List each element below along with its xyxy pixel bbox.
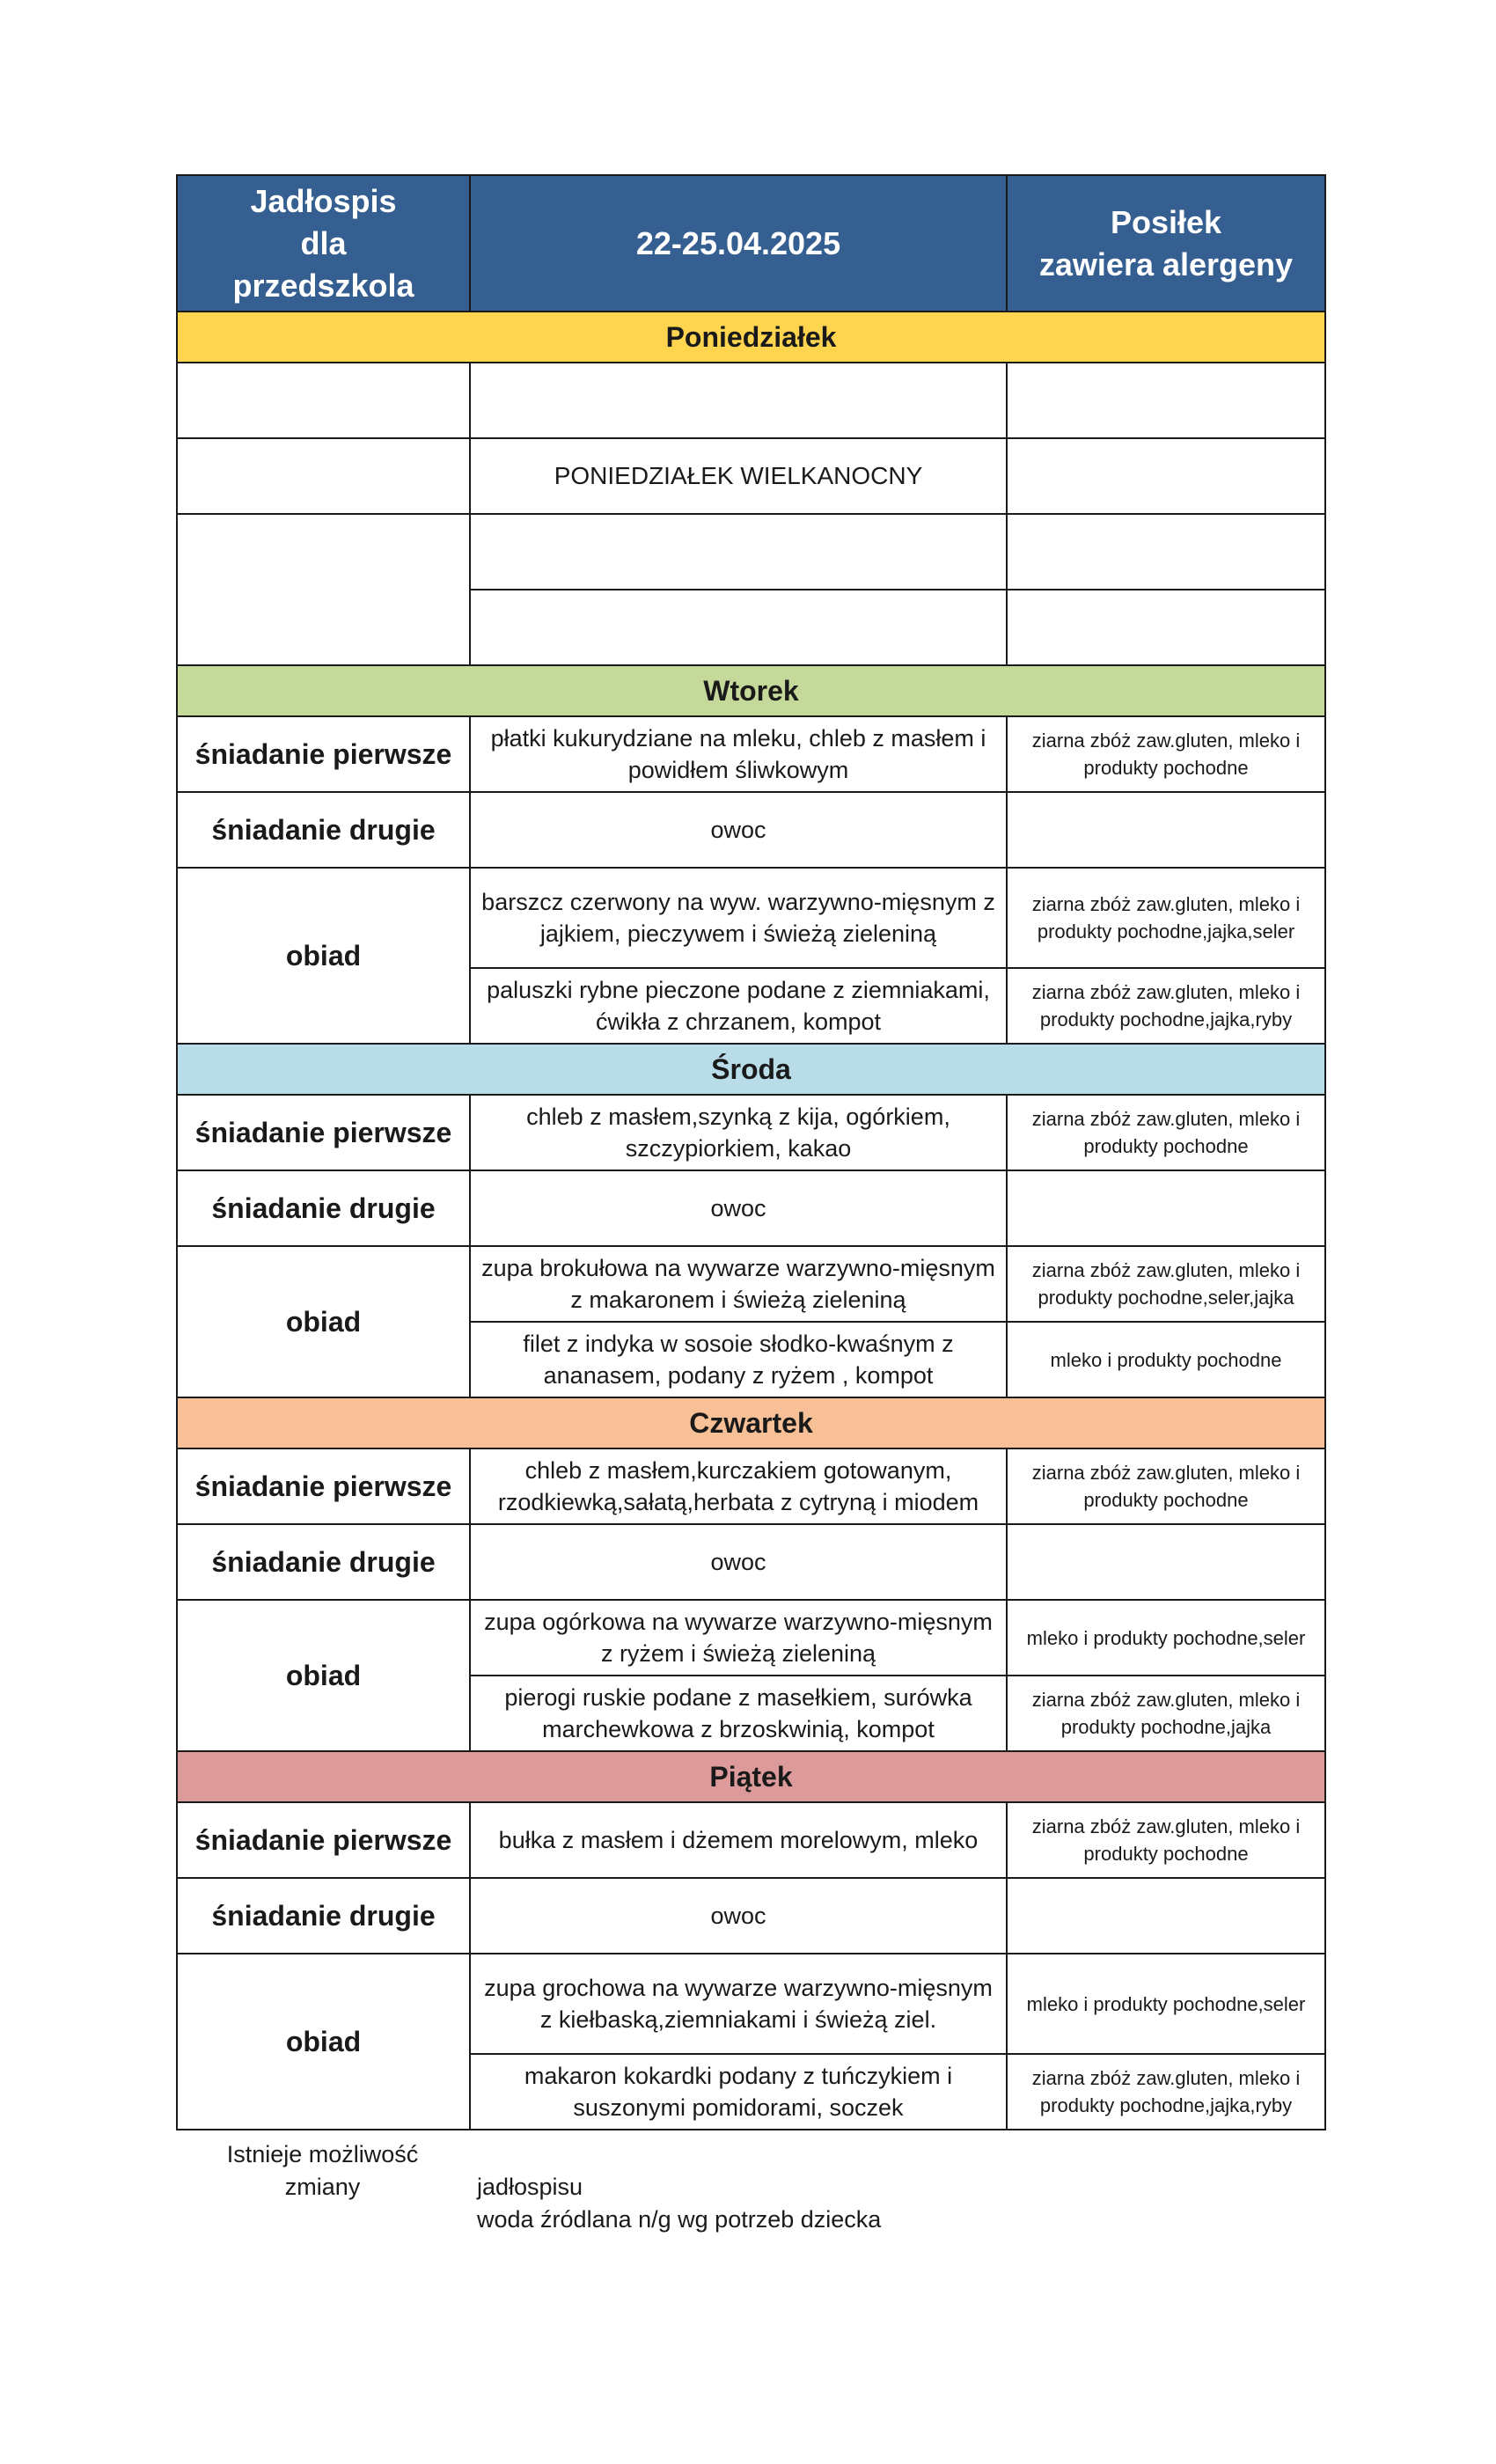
meal-label: śniadanie pierwsze <box>177 1095 470 1170</box>
menu-change-note-end: jadłospisu <box>477 2174 583 2200</box>
dish: filet z indyka w sosoie słodko-kwaśnym z ananasem, podany z ryżem , kompot <box>470 1322 1007 1397</box>
allergens: mleko i produkty pochodne,seler <box>1007 1600 1325 1676</box>
meal-label: obiad <box>177 1954 470 2130</box>
table-row <box>177 1954 1325 2054</box>
allergens-heading-cell <box>1007 175 1325 312</box>
allergens: ziarna zbóż zaw.gluten, mleko i produkty pochodne,seler,jajka <box>1007 1246 1325 1322</box>
day-name: Piątek <box>177 1751 1325 1802</box>
meal-label: obiad <box>177 1246 470 1397</box>
table-row <box>177 868 1325 968</box>
allergens: mleko i produkty pochodne,seler <box>1007 1954 1325 2054</box>
meal-label: śniadanie pierwsze <box>177 1802 470 1878</box>
dish: owoc <box>470 1524 1007 1600</box>
table-row <box>177 1246 1325 1322</box>
menu-change-note-line: Istnieje możliwość <box>226 2141 419 2167</box>
water-note: woda źródlana n/g wg potrzeb dziecka <box>477 2206 882 2233</box>
meal-label: śniadanie drugie <box>177 1878 470 1954</box>
menu-title-cell <box>177 175 470 312</box>
menu-table <box>176 174 1326 2130</box>
day-header-thursday <box>177 1397 1325 1448</box>
table-row <box>177 1448 1325 1524</box>
table-row <box>177 1600 1325 1676</box>
table-row <box>177 1878 1325 1954</box>
dish: owoc <box>470 1170 1007 1246</box>
day-name: Czwartek <box>177 1397 1325 1448</box>
day-header-friday <box>177 1751 1325 1802</box>
meal-label: śniadanie drugie <box>177 1524 470 1600</box>
allergens: ziarna zbóż zaw.gluten, mleko i produkty pochodne,jajka,seler <box>1007 868 1325 968</box>
menu-change-note <box>176 2138 469 2204</box>
dish: zupa ogórkowa na wywarze warzywno-mięsnym z ryżem i świeżą zieleniną <box>470 1600 1007 1676</box>
dish: paluszki rybne pieczone podane z ziemniakami, ćwikła z chrzanem, kompot <box>470 968 1007 1044</box>
allergens: mleko i produkty pochodne <box>1007 1322 1325 1397</box>
menu-title-line: Jadłospis <box>250 182 397 219</box>
table-row <box>177 438 1325 514</box>
table-row <box>177 716 1325 792</box>
allergens: ziarna zbóż zaw.gluten, mleko i produkty pochodne,jajka,ryby <box>1007 2054 1325 2130</box>
dish: bułka z masłem i dżemem morelowym, mleko <box>470 1802 1007 1878</box>
menu-title-line: przedszkola <box>232 267 414 304</box>
allergens <box>1007 1524 1325 1600</box>
table-row <box>177 1802 1325 1878</box>
allergens: ziarna zbóż zaw.gluten, mleko i produkty pochodne <box>1007 716 1325 792</box>
holiday-note: PONIEDZIAŁEK WIELKANOCNY <box>470 438 1007 514</box>
allergens: ziarna zbóż zaw.gluten, mleko i produkty pochodne <box>1007 1448 1325 1524</box>
meal-label: obiad <box>177 1600 470 1751</box>
allergens: ziarna zbóż zaw.gluten, mleko i produkty pochodne,jajka,ryby <box>1007 968 1325 1044</box>
dish: płatki kukurydziane na mleku, chleb z masłem i powidłem śliwkowym <box>470 716 1007 792</box>
allergens-heading-line: zawiera alergeny <box>1038 246 1294 282</box>
dish: owoc <box>470 1878 1007 1954</box>
dish: zupa brokułowa na wywarze warzywno-mięsnym z makaronem i świeżą zieleniną <box>470 1246 1007 1322</box>
allergens: ziarna zbóż zaw.gluten, mleko i produkty pochodne,jajka <box>1007 1676 1325 1751</box>
day-header-tuesday <box>177 665 1325 716</box>
meal-label: śniadanie drugie <box>177 792 470 868</box>
dish: makaron kokardki podany z tuńczykiem i suszonymi pomidorami, soczek <box>470 2054 1007 2130</box>
header-row <box>177 175 1325 312</box>
allergens-heading-line: Posiłek <box>1110 203 1222 240</box>
dish: chleb z masłem,kurczakiem gotowanym, rzodkiewką,sałatą,herbata z cytryną i miodem <box>470 1448 1007 1524</box>
menu-title-line: dla <box>300 224 347 261</box>
allergens: ziarna zbóż zaw.gluten, mleko i produkty pochodne <box>1007 1802 1325 1878</box>
table-row <box>177 1524 1325 1600</box>
dish: pierogi ruskie podane z masełkiem, surówka marchewkowa z brzoskwinią, kompot <box>470 1676 1007 1751</box>
table-row <box>177 1170 1325 1246</box>
day-header-wednesday <box>177 1044 1325 1095</box>
day-name: Poniedziałek <box>177 312 1325 363</box>
allergens <box>1007 792 1325 868</box>
allergens <box>1007 1878 1325 1954</box>
menu-change-note-line: zmiany <box>284 2174 361 2200</box>
allergens: ziarna zbóż zaw.gluten, mleko i produkty pochodne <box>1007 1095 1325 1170</box>
meal-label: śniadanie drugie <box>177 1170 470 1246</box>
dish: owoc <box>470 792 1007 868</box>
dish: chleb z masłem,szynką z kija, ogórkiem, szczypiorkiem, kakao <box>470 1095 1007 1170</box>
meal-label: obiad <box>177 868 470 1044</box>
dish: zupa grochowa na wywarze warzywno-mięsnym z kiełbaską,ziemniakami i świeżą ziel. <box>470 1954 1007 2054</box>
day-header-monday <box>177 312 1325 363</box>
table-row <box>177 792 1325 868</box>
date-range: 22-25.04.2025 <box>470 175 1007 312</box>
table-row <box>177 514 1325 590</box>
table-row <box>177 1095 1325 1170</box>
day-name: Wtorek <box>177 665 1325 716</box>
dish: barszcz czerwony na wyw. warzywno-mięsnym z jajkiem, pieczywem i świeżą zieleniną <box>470 868 1007 968</box>
table-row <box>177 363 1325 438</box>
meal-label: śniadanie pierwsze <box>177 1448 470 1524</box>
allergens <box>1007 1170 1325 1246</box>
day-name: Środa <box>177 1044 1325 1095</box>
meal-label: śniadanie pierwsze <box>177 716 470 792</box>
